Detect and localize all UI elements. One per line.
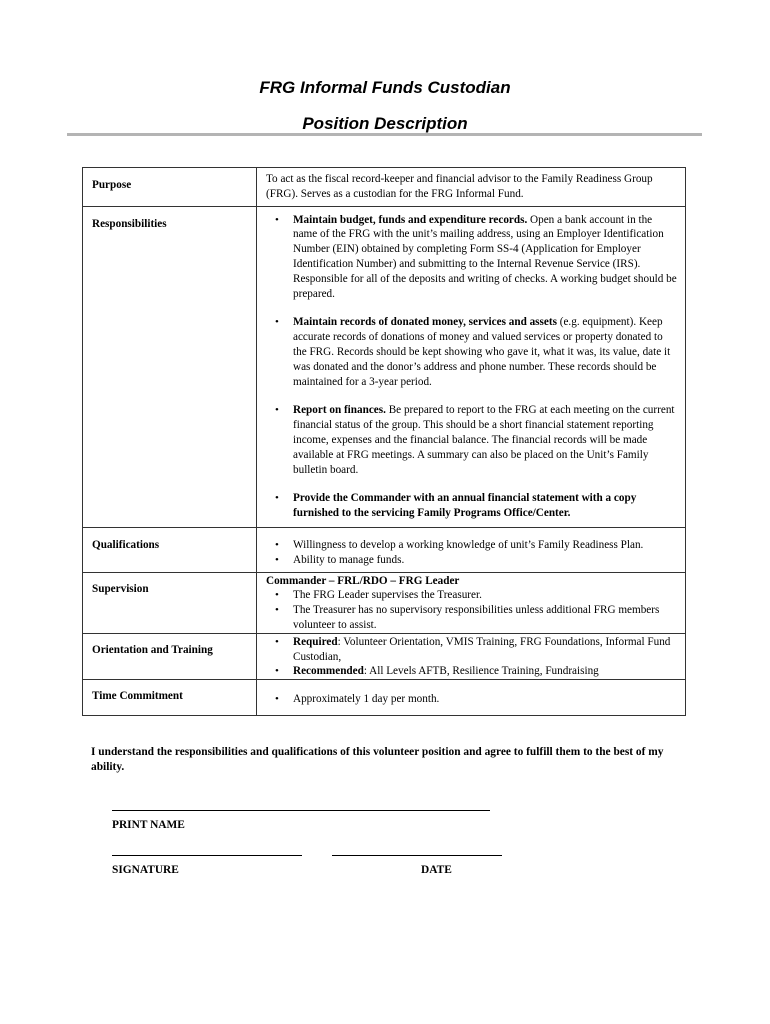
list-item	[293, 635, 677, 665]
qualifications-row	[83, 527, 686, 572]
orientation-label: Orientation and Training	[83, 633, 257, 679]
list-item: • Willingness to develop a working knowledge of unit’s Family Readiness Plan.	[293, 538, 677, 553]
orientation-list	[266, 635, 677, 679]
purpose-text: To act as the fiscal record-keeper and financial advisor to the Family Readiness Group (FRG). Serves as a custodian for the FRG Informal Fund.	[257, 168, 686, 207]
required-text: : Volunteer Orientation, VMIS Training, FRG Foundations, Informal Fund Custodian,	[293, 635, 671, 663]
qualifications-cell	[257, 527, 686, 572]
responsibilities-cell	[257, 206, 686, 527]
print-name-line[interactable]	[112, 810, 490, 811]
title-divider	[67, 133, 702, 136]
list-item: • The Treasurer has no supervisory responsibilities unless additional FRG members volunteer to assist.	[293, 603, 677, 633]
supervision-list	[266, 588, 677, 632]
list-item: • Approximately 1 day per month.	[293, 692, 677, 707]
orientation-row	[83, 633, 686, 679]
item-text: Be prepared to report to the FRG at each meeting on the current financial status of the group. This should be a short financial statement reporting income, expenses and the financial balance. The financial records will be made available at FRG meetings. A summary can also be placed on the Unit’s Family bulletin board.	[293, 404, 675, 476]
item-text: Open a bank account in the name of the FRG with the unit’s mailing address, using an Employer Identification Number (EIN) obtained by completing Form SS-4 (Application for Employer Identification Number) and submitting to the Internal Revenue Service (IRS). Responsible for all of the deposits and writing of checks. A working budget should be prepared.	[293, 213, 677, 300]
supervision-label: Supervision	[83, 572, 257, 633]
supervision-heading: Commander – FRL/RDO – FRG Leader	[266, 574, 460, 587]
time-list	[266, 692, 677, 707]
list-item	[293, 664, 677, 679]
acknowledgement-text: I understand the responsibilities and qualifications of this volunteer position and agree to fulfill them to the best of my ability.	[91, 746, 664, 773]
responsibilities-row	[83, 206, 686, 527]
time-label: Time Commitment	[83, 680, 257, 716]
document-title: FRG Informal Funds Custodian	[259, 78, 511, 97]
orientation-cell	[257, 633, 686, 679]
document-subtitle: Position Description	[302, 114, 468, 133]
time-cell	[257, 680, 686, 716]
item-text: (e.g. equipment). Keep accurate records of donations of money and valued services or property donated to the FRG. Records should be kept showing who gave it, what it was, its value, date it was donated and the donor’s address and phone number. These records should be maintained for a 3-year period.	[293, 316, 671, 388]
recommended-text: : All Levels AFTB, Resilience Training, Fundraising	[363, 665, 599, 678]
purpose-row	[83, 168, 686, 207]
supervision-cell	[257, 572, 686, 633]
item-heading: Provide the Commander with an annual financial statement with a copy furnished to the servicing Family Programs Office/Center.	[293, 492, 637, 520]
signature-label: SIGNATURE	[112, 864, 179, 876]
item-heading: Maintain records of donated money, services and assets	[293, 316, 557, 329]
list-item	[293, 491, 677, 521]
item-heading: Maintain budget, funds and expenditure records.	[293, 213, 528, 226]
qualifications-label: Qualifications	[83, 527, 257, 572]
responsibilities-list	[266, 213, 677, 521]
position-table	[82, 167, 686, 716]
time-row	[83, 680, 686, 716]
required-label: Required	[293, 635, 338, 648]
date-line[interactable]	[332, 855, 502, 856]
list-item	[293, 403, 677, 477]
recommended-label: Recommended	[293, 665, 364, 678]
list-item: • Ability to manage funds.	[293, 553, 677, 568]
signature-line[interactable]	[112, 855, 302, 856]
print-name-label: PRINT NAME	[112, 819, 185, 831]
list-item: • The FRG Leader supervises the Treasurer.	[293, 588, 677, 603]
purpose-label: Purpose	[83, 168, 257, 207]
responsibilities-label: Responsibilities	[83, 206, 257, 527]
list-item	[293, 315, 677, 389]
list-item	[293, 213, 677, 302]
date-label: DATE	[421, 864, 452, 876]
supervision-row	[83, 572, 686, 633]
qualifications-list	[266, 538, 677, 568]
item-heading: Report on finances.	[293, 404, 386, 417]
